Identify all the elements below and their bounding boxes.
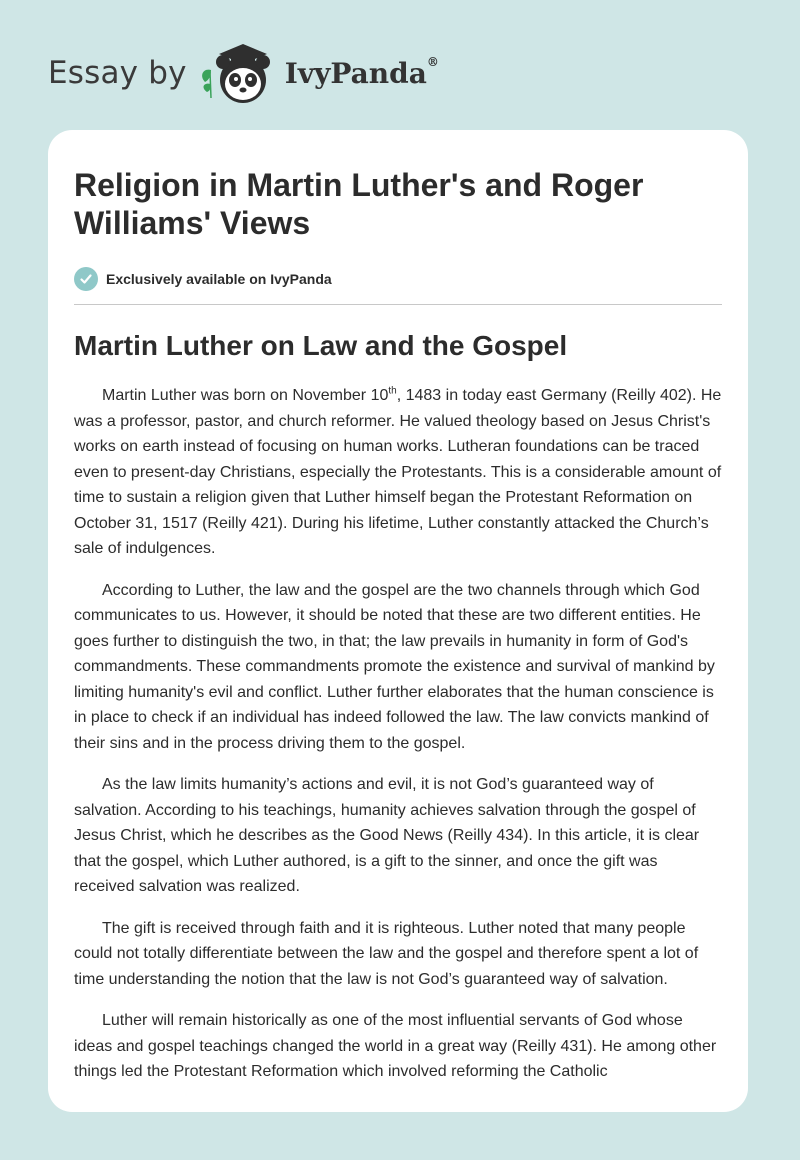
exclusive-label: Exclusively available on IvyPanda (106, 271, 332, 287)
brand-name[interactable] (284, 54, 439, 90)
divider (74, 304, 722, 305)
ordinal-suffix: th (388, 385, 397, 397)
essay-by-label: Essay by (48, 55, 187, 91)
paragraph-1 (74, 383, 722, 562)
essay-body (74, 383, 722, 1085)
essay-card (48, 130, 748, 1112)
checkmark-icon (74, 267, 98, 291)
exclusive-badge (74, 266, 722, 292)
leaf-icon (202, 70, 211, 98)
paragraph-3: As the law limits humanity’s actions and evil, it is not God’s guaranteed way of salvation. According to his teachings, humanity achieves salvation through the gospel of Jesus Christ, which he describes as the Good News (Reilly 434). In this article, it is clear that the gospel, which Luther authored, is a gift to the sinner, and once the gift was received salvation was realized. (74, 776, 700, 895)
panda-logo-icon[interactable] (197, 38, 281, 108)
paragraph-1-text-a: Martin Luther was born on November 10 (102, 387, 389, 404)
site-header (48, 38, 439, 108)
paragraph-1-text-b: , 1483 in today east Germany (Reilly 402). He was a professor, pastor, and church reformer. He valued theology based on Jesus Christ's works on earth instead of focusing on human works. Lutheran foundations can be traced even to present-day Christians, especially the Protestants. This is a considerable amount of time to sustain a religion given that Luther himself began the Protestant Reformation on October 31, 1517 (Reilly 421). During his lifetime, Luther constantly attacked the Church’s sale of indulgences. (74, 387, 722, 557)
paragraph-5: Luther will remain historically as one of the most influential servants of God whose ideas and gospel teachings changed the world in a great way (Reilly 431). He among other things led the Protestant Reformation which involved reforming the Catholic (74, 1012, 717, 1080)
paragraph-4: The gift is received through faith and it is righteous. Luther noted that many people could not totally differentiate between the law and the gospel and therefore spent a lot of time understanding the notion that the law is not God’s guaranteed way of salvation. (74, 919, 699, 988)
essay-title: Religion in Martin Luther's and Roger Williams' Views (74, 167, 644, 241)
section-heading: Martin Luther on Law and the Gospel (74, 330, 568, 361)
registered-mark: ® (426, 54, 439, 69)
brand-text: IvyPanda (284, 56, 427, 90)
paragraph-2: According to Luther, the law and the gospel are the two channels through which God communicates to us. However, it should be noted that these are two different entities. He goes further to distinguish the two, in that; the law prevails in humanity in form of God's commandments. These commandments promote the existence and survival of mankind by limiting humanity's evil and conflict. Luther further elaborates that the human conscience is in place to check if an individual has indeed followed the law. The law convicts mankind of their sins and in the process driving them to the gospel. (74, 581, 715, 752)
